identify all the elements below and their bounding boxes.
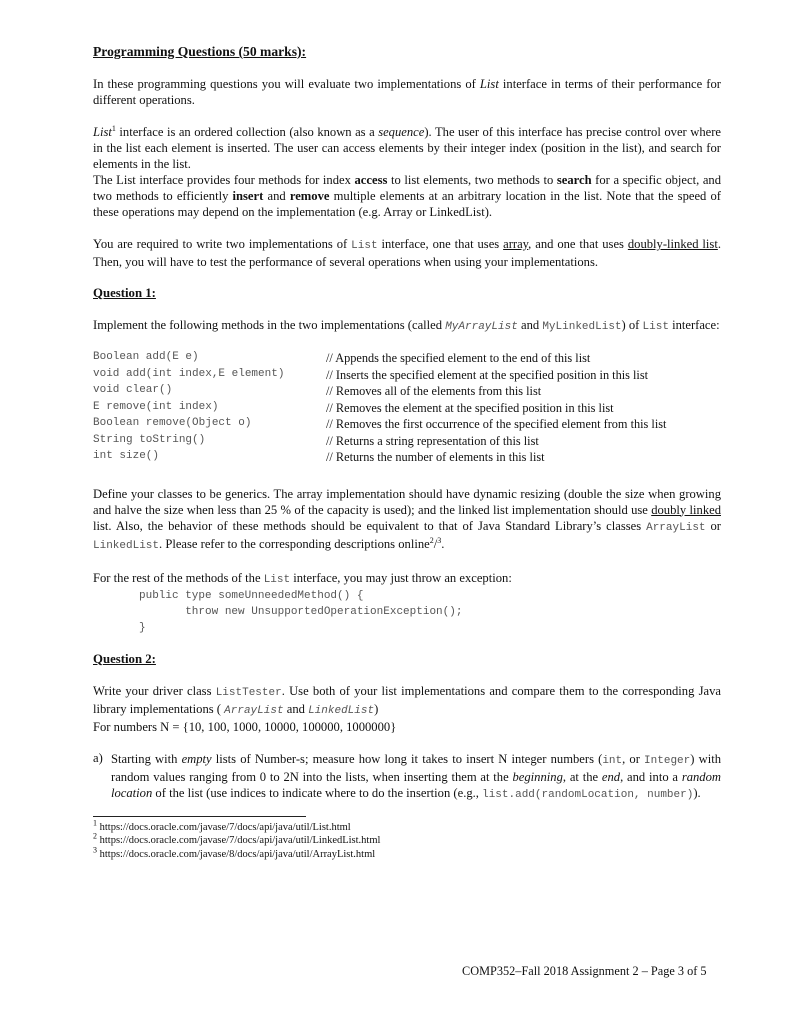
method-row: int size() // Returns the number of elements in this list	[93, 450, 545, 464]
method-table	[93, 351, 666, 467]
intro-paragraph-3: The List interface provides four methods for index access to list elements, two methods to search for a specific object, and two methods to efficiently insert and remove multiple elements at an arbitrary location in the list. Note that the speed of these operations may depend on the implementation (e.g. Array or LinkedList).	[93, 173, 722, 219]
footnote: $^3$ https://docs.oracle.com/javase/8/docs/api/java/util/ArrayList.html	[93, 845, 376, 860]
question-2-numbers: For numbers N = {10, 100, 1000, 10000, 100000, 1000000}	[93, 719, 397, 734]
footnote: $^1$ https://docs.oracle.com/javase/7/docs/api/java/util/List.html	[93, 818, 351, 833]
footnote: $^2$ https://docs.oracle.com/javase/7/docs/api/java/util/LinkedList.html	[93, 831, 381, 846]
method-row: Boolean add(E e) // Appends the specified element to the end of this list	[93, 351, 591, 365]
method-row: E remove(int index) // Removes the element at the specified position in this list	[93, 400, 614, 415]
intro-paragraph-4: You are required to write two implementations of List interface, one that uses array, and one that uses doubly-linked list. Then, you will have to test the performance of several operations when using your implementations.	[93, 237, 721, 269]
footnote-rule	[93, 816, 306, 817]
document-page	[93, 44, 721, 861]
footnotes	[93, 818, 721, 862]
question-2-item-a: a) Starting with empty lists of Number-s; measure how long it takes to insert N integer numbers (int, or Integer) with random values ranging from 0 to 2N into the lists, when inserting them at the beginning, at the end, and into a random location of the list (use indices to indicate where to do the insertion (e.g., list.add(randomLocation, number)).	[93, 750, 721, 801]
code-line: throw new UnsupportedOperationException();	[139, 605, 463, 618]
question-1-definition: Define your classes to be generics. The array implementation should have dynamic resizing (double the size when growing and halve the size when less than 25 % of the capacity is used); and the linked list implementation should use doubly linked list. Also, the behavior of these methods should be equivalent to that of Java Standard Library’s classes ArrayList or LinkedList. Please refer to the corresponding descriptions online$^2$/$^3$.	[93, 486, 721, 552]
code-block	[139, 588, 721, 636]
intro-paragraph-1: In these programming questions you will evaluate two implementations of List interface in terms of their performance for different operations.	[93, 77, 721, 107]
question-2-intro: Write your driver class ListTester. Use both of your list implementations and compare them to the corresponding Java library implementations ( ArrayList and LinkedList)	[93, 683, 721, 717]
question-2-heading: Question 2:	[93, 651, 156, 666]
code-line: public type someUnneededMethod() {	[139, 589, 364, 602]
page-footer: COMP352–Fall 2018 Assignment 2 – Page 3 of 5	[462, 964, 707, 978]
question-1-intro: Implement the following methods in the two implementations (called MyArrayList and MyLinkedList) of List interface:	[93, 318, 720, 333]
method-row: Boolean remove(Object o) // Removes the first occurrence of the specified element from this list	[93, 417, 667, 431]
page-title: Programming Questions (50 marks):	[93, 44, 307, 59]
method-row: void clear() // Removes all of the elements from this list	[93, 384, 542, 398]
intro-paragraph-2: List$^1$ interface is an ordered collection (also known as a sequence). The user of this interface has precise control over where in the list each element is inserted. The user can access elements by their integer index (position in the list), and search for elements in the list.	[93, 123, 721, 171]
method-row: void add(int index,E element) // Inserts the specified element at the specified position in this list	[93, 367, 649, 382]
code-line: }	[139, 621, 146, 634]
question-1-heading: Question 1:	[93, 286, 156, 300]
method-row: String toString() // Returns a string representation of this list	[93, 433, 539, 448]
question-1-rest: For the rest of the methods of the List interface, you may just throw an exception:	[93, 570, 512, 586]
